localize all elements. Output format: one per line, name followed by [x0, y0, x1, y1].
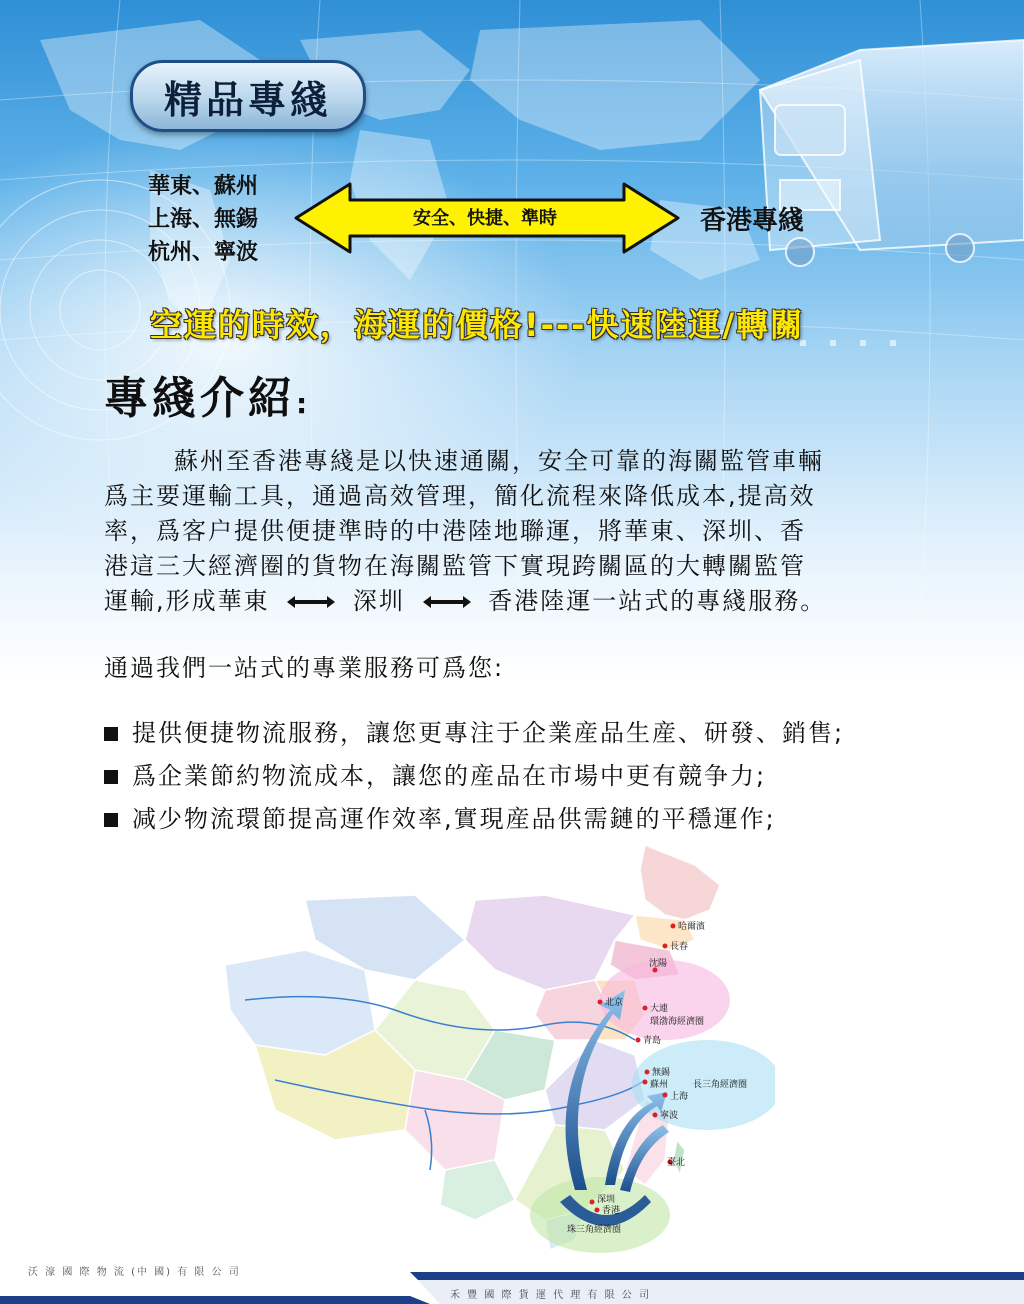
- product-badge: 精品專綫: [130, 60, 366, 132]
- arrow-text: 安全、快捷、準時: [413, 208, 557, 229]
- city-label: 臺北: [667, 1158, 686, 1168]
- origin-cities: [148, 170, 258, 269]
- list-item-text: 爲企業節約物流成本，讓您的産品在市場中更有競争力;: [132, 762, 767, 790]
- city-label: 沈陽: [649, 959, 668, 969]
- destination-label: 香港專綫: [700, 206, 805, 236]
- bullet-square-icon: [104, 770, 118, 784]
- intro-heading: [104, 362, 311, 426]
- para-last-line: [104, 584, 934, 619]
- region-label: 珠三角經濟圈: [567, 1225, 622, 1235]
- city-label: 哈爾濱: [678, 922, 706, 932]
- bullet-square-icon: [104, 727, 118, 741]
- china-map: [215, 840, 775, 1260]
- city-label: 無錫: [652, 1068, 671, 1078]
- city-label: 青島: [643, 1036, 662, 1046]
- slogan: 空運的時效，海運的價格!---快速陸運/轉關: [150, 306, 805, 344]
- city-label: 上海: [670, 1092, 689, 1102]
- services-intro: 通過我們一站式的專業服務可爲您:: [104, 654, 505, 682]
- city-label: 蘇州: [650, 1080, 669, 1090]
- para-line: 率，爲客户提供便捷準時的中港陸地聯運，將華東、深圳、香: [104, 517, 806, 545]
- intro-paragraph: [104, 444, 934, 619]
- double-arrow-icon: [287, 595, 335, 609]
- city-label: 深圳: [597, 1195, 616, 1205]
- city-label: 北京: [605, 998, 624, 1008]
- city-label: 寧波: [660, 1111, 679, 1121]
- para-line: 蘇州至香港專綫是以快速通關，安全可靠的海關監管車輛: [174, 447, 824, 475]
- intro-title-colon: :: [296, 387, 312, 420]
- footer-company-left: 沃 濠 國 際 物 流 (中 國) 有 限 公 司: [28, 1267, 241, 1278]
- city-label: 長春: [670, 942, 689, 952]
- para-line: 港這三大經濟圈的貨物在海關監管下實現跨關區的大轉關監管: [104, 552, 806, 580]
- list-item: [104, 798, 844, 841]
- region-label: 長三角經濟圈: [693, 1080, 748, 1090]
- double-arrow-icon: [423, 595, 471, 609]
- region-label: 環渤海經濟圈: [650, 1017, 705, 1027]
- para-line: 爲主要運輸工具，通過高效管理，簡化流程來降低成本,提高效: [104, 482, 816, 510]
- intro-title: 專綫介紹: [104, 373, 296, 424]
- para-text: 運輸,形成華東: [104, 587, 270, 615]
- city-line: 杭州、寧波: [148, 240, 259, 265]
- city-line: 華東、蘇州: [148, 174, 259, 199]
- list-item: [104, 755, 844, 798]
- list-item: [104, 712, 844, 755]
- para-text: 深圳: [352, 587, 405, 615]
- list-item-text: 提供便捷物流服務，讓您更專注于企業産品生産、研發、銷售;: [132, 719, 845, 747]
- city-line: 上海、無錫: [148, 207, 259, 232]
- para-text: 香港陸運一站式的專綫服務。: [488, 587, 827, 615]
- list-item-text: 减少物流環節提高運作效率,實現産品供需鏈的平穩運作;: [132, 805, 776, 833]
- services-list: [104, 712, 844, 841]
- city-label: 大連: [650, 1004, 669, 1014]
- bullet-square-icon: [104, 813, 118, 827]
- footer-company-right: 禾 豐 國 際 貨 運 代 理 有 限 公 司: [450, 1290, 651, 1301]
- city-label: 香港: [602, 1206, 621, 1216]
